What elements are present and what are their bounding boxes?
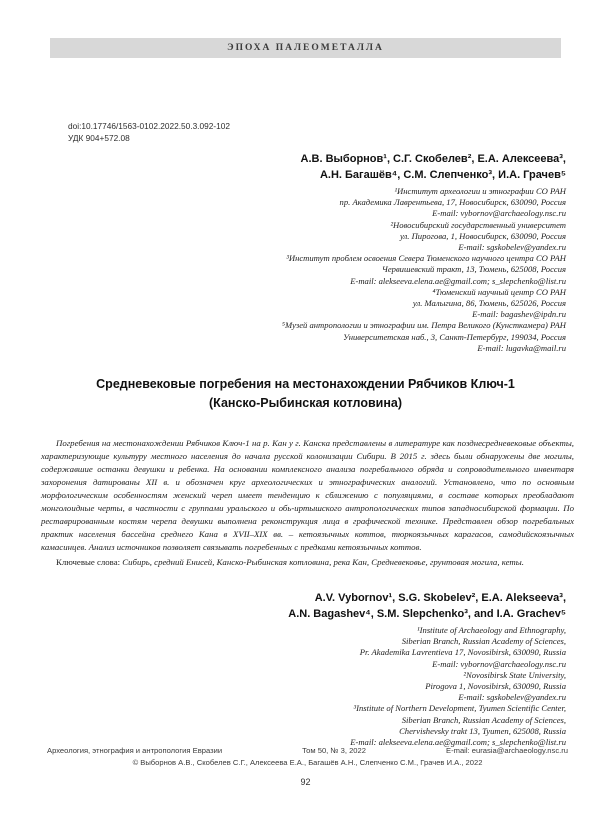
affiliation-line: Университетская наб., 3, Санкт-Петербург, 199034, Россия — [343, 331, 566, 342]
affiliations-english — [0, 625, 566, 748]
affiliation-line: Pr. Akademika Lavrentieva 17, Novosibirsk, 630090, Russia — [359, 647, 566, 658]
article-title-line1: Средневековые погребения на местонахождении Рябчиков Ключ-1 — [96, 377, 515, 392]
affiliation-line: E-mail: sgskobelev@yandex.ru — [458, 692, 566, 703]
affiliation-line: Siberian Branch, Russian Academy of Sciences, — [401, 636, 566, 647]
footer-contact-email: E-mail: eurasia@archaeology.nsc.ru — [446, 746, 568, 755]
affiliation-line: E-mail: bagashev@ipdn.ru — [472, 309, 566, 320]
affiliation-line: Chervishevsky trakt 13, Tyumen, 625008, Russia — [399, 725, 566, 736]
affiliation-line: ²Novosibirsk State University, — [463, 669, 566, 680]
affiliation-line: ³Institute of Northern Development, Tyumen Scientific Center, — [353, 703, 566, 714]
abstract-paragraph: Погребения на местонахождении Рябчиков Ключ-1 на р. Кан у г. Канска представлены в литературе как позднесредневековые объекты, характеризующие культуру местного населения до начала русской колонизации Сибири. В 2015 г. здесь были обнаружены две могилы, содержавшие останки девушки и ребенка. На основании комплексного анализа погребального обряда и сопроводительного инвентаря захоронения датированы XII в. и обозначен круг археологических и этнографических аналогий. Установлено, что по основным морфологическим особенностям женский череп имеет тенденцию к сближению с популяциями, в составе которых преобладают монголоидные черты, в частности с группами уральского и обь-иртышского антропологических типов западносибирской формации. По реставрированным костям черепа девушки выполнена реконструкция лица в графической технике. Представлен обзор погребальных практик населения бассейна среднего Кана в XVII–XIX вв. – кетоязычных коттов, тюркоязычных карагасов, самодийскоязычных камасинцев. Анализ источников позволяет связывать погребенных с предками кетоязычных коттов. — [41, 438, 574, 553]
affiliation-line: Pirogova 1, Novosibirsk, 630090, Russia — [425, 681, 566, 692]
affiliation-line: ⁴Тюменский научный центр СО РАН — [432, 286, 566, 297]
affiliation-line: пр. Академика Лаврентьева, 17, Новосибирск, 630090, Россия — [339, 197, 566, 208]
affiliation-line: Червишевский тракт, 13, Тюмень, 625008, Россия — [381, 264, 566, 275]
doi-line: doi:10.17746/1563-0102.2022.50.3.092-102 — [68, 121, 230, 131]
page-footer — [47, 745, 568, 769]
affiliation-line: ²Новосибирский государственный университет — [390, 219, 566, 230]
footer-journal-name: Археология, этнография и антропология Евразии — [47, 746, 223, 755]
affiliation-line: E-mail: lugavka@mail.ru — [477, 342, 566, 353]
affiliation-line: E-mail: alekseeva.elena.ae@gmail.com; s_slepchenko@list.ru — [350, 275, 566, 286]
affiliation-line: ул. Малыгина, 86, Тюмень, 625026, Россия — [412, 298, 566, 309]
footer-journal-line — [47, 745, 568, 757]
affiliation-line: E-mail: vybornov@archaeology.nsc.ru — [432, 208, 566, 219]
affiliation-line: ¹Institute of Archaeology and Ethnography, — [417, 625, 566, 636]
authors-russian — [0, 151, 566, 183]
section-band — [50, 38, 561, 58]
affiliation-line: ⁵Музей антропологии и этнографии им. Петра Великого (Кунсткамера) РАН — [282, 320, 566, 331]
affiliations-russian — [0, 186, 566, 354]
affiliation-line: ул. Пирогова, 1, Новосибирск, 630090, Россия — [399, 230, 566, 241]
authors-russian-line2: А.Н. Багашёв⁴, С.М. Слепченко³, И.А. Грачев⁵ — [319, 169, 566, 181]
authors-english-line2: A.N. Bagashev⁴, S.M. Slepchenko³, and I.A. Grachev⁵ — [288, 608, 566, 621]
footer-issue-info: Том 50, № 3, 2022 — [302, 746, 366, 755]
keywords-label: Ключевые слова: — [56, 557, 121, 568]
authors-english — [0, 590, 566, 622]
affiliation-line: E-mail: vybornov@archaeology.nsc.ru — [432, 658, 566, 669]
affiliation-line: ¹Институт археологии и этнографии СО РАН — [394, 186, 566, 196]
article-title-line2: (Канско-Рыбинская котловина) — [209, 396, 402, 411]
keywords-text: Сибирь, средний Енисей, Канско-Рыбинская котловина, река Кан, Средневековье, грунтовая могила, кеты. — [120, 557, 524, 568]
affiliation-line: E-mail: alekseeva.elena.ae@gmail.com; s_slepchenko@list.ru — [350, 737, 566, 748]
keywords-paragraph — [41, 556, 574, 569]
page-number: 92 — [300, 777, 311, 787]
authors-english-line1: A.V. Vybornov¹, S.G. Skobelev², E.A. Alekseeva³, — [314, 592, 566, 605]
affiliation-line: E-mail: sgskobelev@yandex.ru — [458, 242, 566, 253]
article-identifiers — [68, 120, 611, 144]
article-title — [40, 375, 571, 413]
section-band-title: ЭПОХА ПАЛЕОМЕТАЛЛА — [227, 43, 384, 53]
affiliation-line: Siberian Branch, Russian Academy of Sciences, — [401, 714, 566, 725]
affiliation-line: ³Институт проблем освоения Севера Тюменского научного центра СО РАН — [286, 253, 566, 264]
footer-copyright-line: © Выборнов А.В., Скобелев С.Г., Алексеева Е.А., Багашёв А.Н., Слепченко С.М., Грачев И.А., 2022 — [132, 758, 483, 767]
udk-line: УДК 904+572.08 — [68, 133, 130, 143]
authors-russian-line1: А.В. Выборнов¹, С.Г. Скобелев², Е.А. Алексеева³, — [300, 153, 566, 165]
